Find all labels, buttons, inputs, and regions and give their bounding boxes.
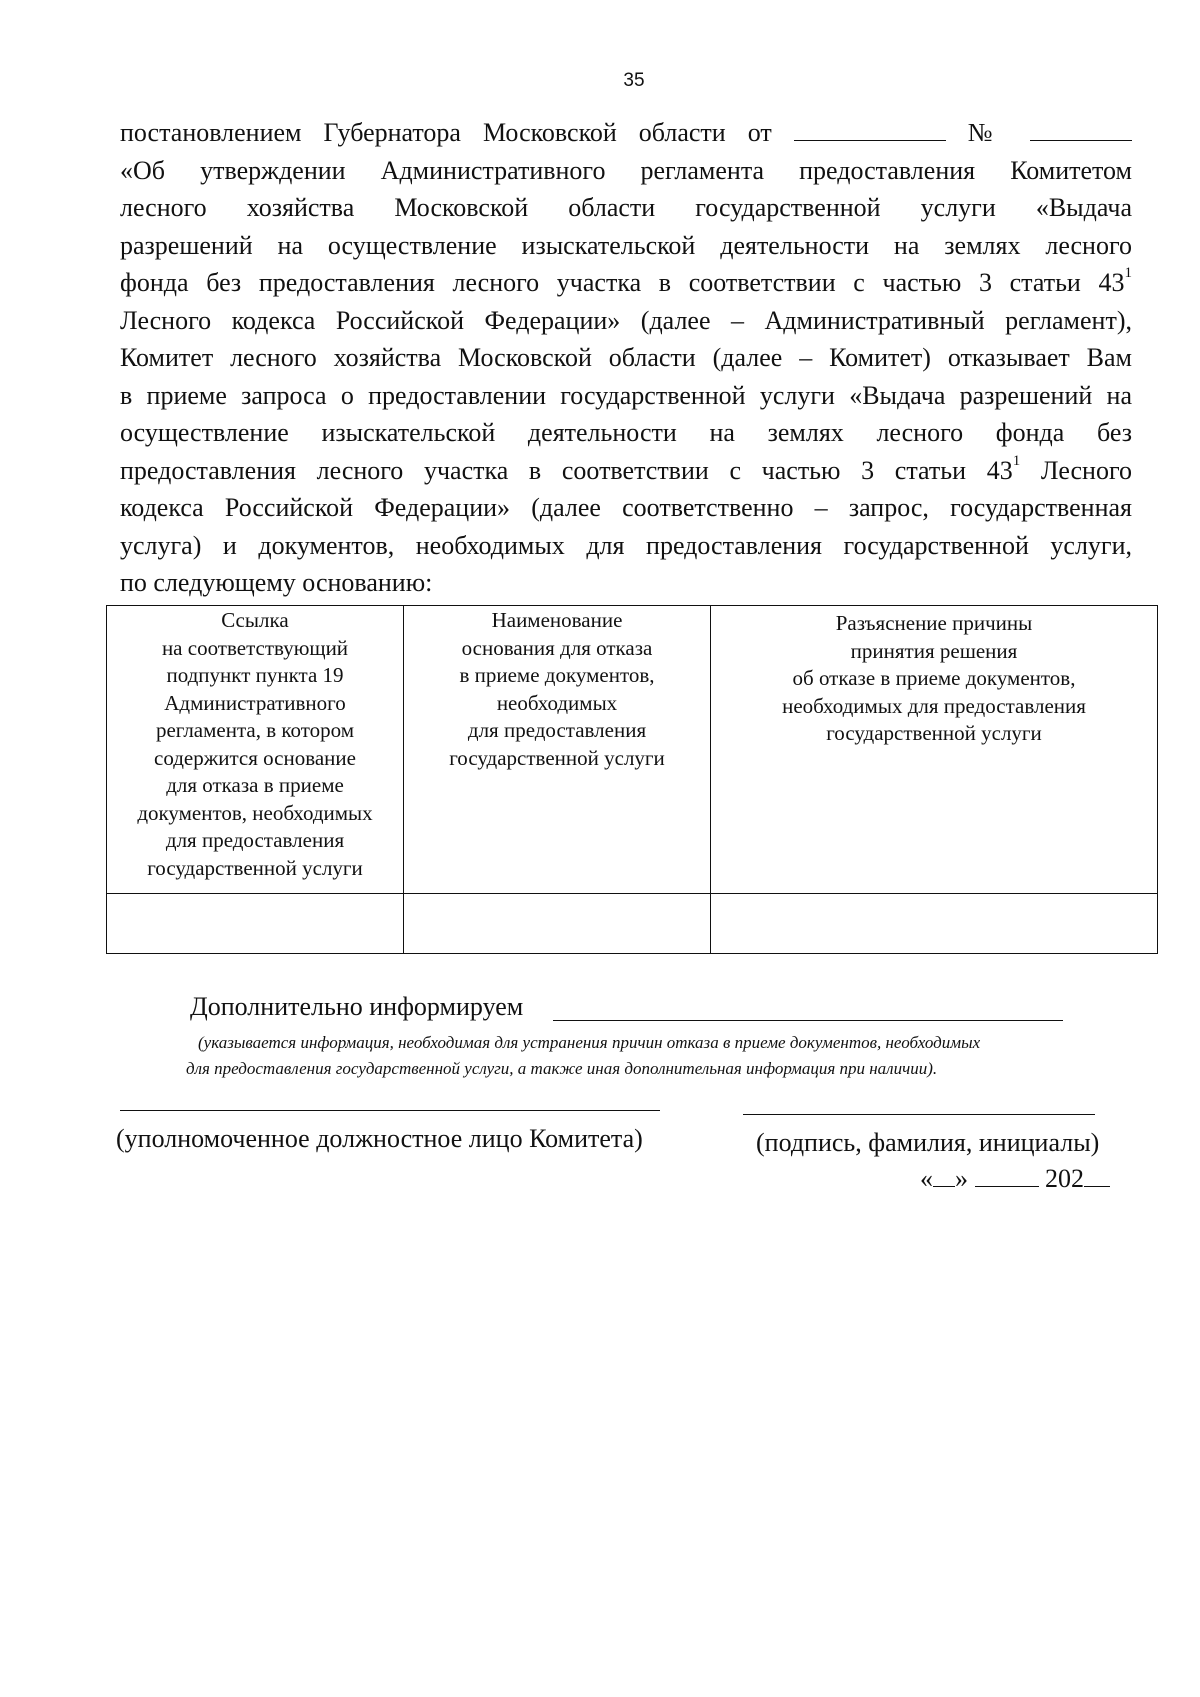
header-text: об отказе в приеме документов, (792, 666, 1076, 690)
paragraph-line: кодекса Российской Федерации» (далее соответственно – запрос, государственная (120, 493, 1132, 522)
table-cell[interactable] (107, 894, 404, 954)
header-text: Ссылка (221, 608, 289, 632)
table-row (107, 894, 1158, 954)
header-text: Разъяснение причины (835, 611, 1033, 635)
hint-text: для предоставления государственной услуги, а также иная дополнительная информация при наличии). (186, 1059, 938, 1078)
header-text: государственной услуги (147, 855, 363, 880)
paragraph-line: разрешений на осуществление изыскательской деятельности на землях лесного (120, 230, 1132, 260)
header-text: для предоставления (467, 718, 647, 742)
header-text: подпункт пункта 19 (166, 663, 344, 687)
header-text: для отказа в приеме (166, 773, 344, 797)
signature-caption: (подпись, фамилия, инициалы) (756, 1128, 1100, 1157)
signature-name-line[interactable] (743, 1114, 1095, 1115)
header-text: документов, необходимых (137, 800, 373, 825)
paragraph-line (120, 264, 1132, 302)
table-header-row (107, 606, 1158, 894)
year-blank[interactable] (1084, 1166, 1110, 1187)
paragraph-line: Комитет лесного хозяйства Московской области (далее – Комитет) отказывает Вам (120, 343, 1132, 372)
header-text: необходимых для предоставления (782, 693, 1086, 718)
paragraph-line (120, 114, 1132, 152)
header-cell-ground-name (404, 606, 711, 894)
number-sign: № (967, 118, 1009, 147)
body-paragraph (120, 114, 1132, 602)
year-prefix: 202 (1045, 1164, 1084, 1193)
header-text: основания для отказа (461, 635, 653, 660)
paragraph-line: по следующему основанию: (120, 568, 433, 597)
header-text: в приеме документов, (459, 663, 655, 687)
header-text: Административного (164, 690, 346, 715)
month-blank[interactable] (975, 1166, 1039, 1187)
additional-info-label: Дополнительно информируем (190, 992, 524, 1021)
official-signature-line[interactable] (120, 1110, 660, 1111)
paragraph-text: Лесного (1040, 455, 1132, 485)
number-blank (1030, 118, 1132, 141)
header-text: регламента, в котором (155, 718, 355, 742)
paragraph-line: «Об утверждении Административного регламента предоставления Комитетом (120, 155, 1132, 185)
additional-info-field[interactable] (553, 1020, 1063, 1021)
date-blank (794, 118, 946, 141)
paragraph-line: услуга) и документов, необходимых для предоставления государственной услуги, (120, 530, 1132, 560)
header-text: для предоставления (165, 828, 345, 852)
header-cell-reference (107, 606, 404, 894)
table-cell[interactable] (711, 894, 1158, 954)
hint-text: (указывается информация, необходимая для устранения причин отказа в приеме документов, необходимых (198, 1033, 981, 1052)
day-blank[interactable] (933, 1166, 955, 1187)
header-text: содержится основание (154, 745, 356, 770)
header-text: Наименование (491, 608, 623, 632)
header-text: принятия решения (850, 638, 1018, 663)
header-text: на соответствующий (161, 635, 349, 660)
header-text: государственной услуги (826, 721, 1042, 745)
paragraph-line: в приеме запроса о предоставлении государственной услуги «Выдача разрешений на (120, 380, 1132, 410)
header-text: необходимых (496, 690, 618, 715)
paragraph-line (120, 452, 1132, 490)
additional-info-hint (186, 1030, 1136, 1082)
paragraph-line: осуществление изыскательской деятельности на землях лесного фонда без (120, 418, 1132, 447)
paragraph-line: лесного хозяйства Московской области государственной услуги «Выдача (120, 193, 1132, 222)
table-cell[interactable] (404, 894, 711, 954)
quote-close: » (955, 1164, 968, 1193)
official-caption: (уполномоченное должностное лицо Комитета) (116, 1124, 643, 1153)
refusal-grounds-table (106, 605, 1158, 954)
quote-open: « (920, 1164, 933, 1193)
header-text: государственной услуги (449, 745, 665, 770)
paragraph-text: фонда без предоставления лесного участка в соответствии с частью 3 статьи 43 (120, 268, 1125, 297)
paragraph-line: Лесного кодекса Российской Федерации» (далее – Административный регламент), (120, 305, 1132, 335)
header-cell-explanation (711, 606, 1158, 894)
paragraph-text: постановлением Губернатора Московской области от (120, 118, 772, 147)
date-field (920, 1164, 1110, 1194)
paragraph-text: предоставления лесного участка в соответствии с частью 3 статьи 43 (120, 455, 1013, 485)
superscript: 1 (1012, 452, 1021, 469)
page-number: 35 (623, 70, 645, 91)
superscript: 1 (1124, 265, 1132, 282)
